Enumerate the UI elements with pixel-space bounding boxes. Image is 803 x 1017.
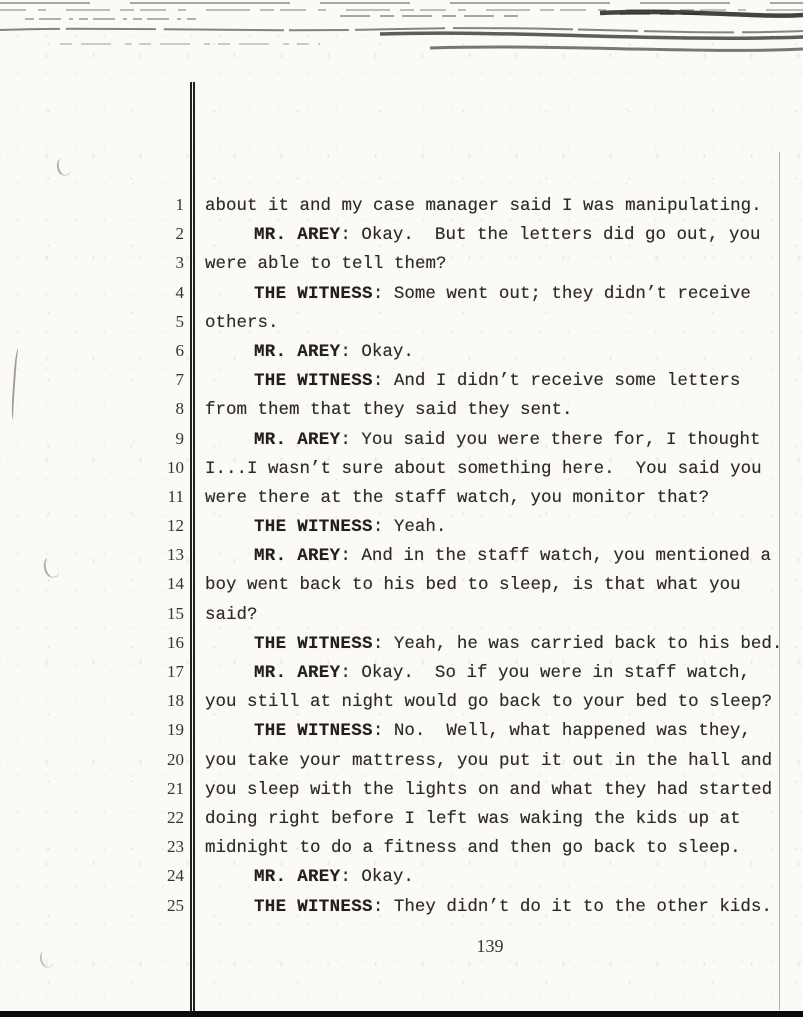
speaker-label: MR. AREY (254, 341, 341, 362)
speaker-label: MR. AREY (254, 429, 341, 450)
line-number: 4 (175, 282, 184, 302)
line-text (184, 484, 803, 513)
line-text (184, 280, 803, 309)
line-number: 13 (167, 545, 184, 565)
line-text (184, 659, 803, 688)
line-number: 14 (167, 574, 184, 594)
transcript-line (0, 628, 803, 657)
line-number: 9 (175, 428, 184, 448)
line-text-rest: : And in the staff watch, you mentioned a (340, 546, 771, 567)
line-text (184, 688, 803, 717)
line-text-rest: from them that they said they sent. (205, 400, 573, 421)
transcript-line (0, 278, 803, 307)
transcript-line (0, 248, 803, 277)
transcript-line (0, 686, 803, 715)
transcript-line (0, 482, 803, 511)
line-text-rest: you sleep with the lights on and what they had started (205, 779, 773, 800)
speaker-label: MR. AREY (254, 546, 341, 567)
speaker-label: THE WITNESS (254, 633, 373, 654)
line-number: 19 (167, 720, 184, 740)
pencil-smudge (38, 949, 55, 970)
line-text-rest: you take your mattress, you put it out in the hall and (205, 750, 773, 771)
transcript-line (0, 861, 803, 890)
line-number: 1 (175, 195, 184, 214)
transcript-line (0, 424, 803, 453)
line-text-rest: : Yeah. (372, 517, 447, 538)
speaker-label: MR. AREY (254, 225, 341, 246)
line-text (184, 426, 803, 455)
transcript-line (0, 219, 803, 248)
line-text (184, 630, 803, 659)
line-number: 25 (167, 895, 184, 915)
line-number: 15 (167, 603, 184, 623)
transcript-line (0, 832, 803, 861)
transcript-line (0, 307, 803, 336)
speaker-label: THE WITNESS (254, 371, 373, 392)
line-text (184, 192, 803, 221)
transcript-line (0, 891, 803, 920)
line-text (184, 250, 803, 279)
line-text-rest: about it and my case manager said I was manipulating. (205, 196, 762, 216)
transcript-line (0, 453, 803, 482)
speaker-label: THE WITNESS (254, 517, 373, 538)
line-text-rest: : Okay. So if you were in staff watch, (340, 663, 750, 683)
transcript-line (0, 190, 803, 219)
line-text-rest: doing right before I left was waking the kids up at (205, 808, 741, 829)
line-text (184, 805, 803, 834)
transcript-line (0, 394, 803, 423)
line-number: 3 (175, 253, 184, 273)
line-number: 10 (167, 457, 184, 477)
line-number: 8 (175, 399, 184, 419)
line-text-rest: : Some went out; they didn’t receive (372, 283, 751, 304)
line-text (184, 396, 803, 425)
line-text (184, 367, 803, 396)
line-text (184, 601, 803, 630)
line-text-rest: said? (205, 604, 258, 625)
line-number: 21 (167, 778, 184, 798)
line-text (184, 221, 803, 250)
line-text (184, 455, 803, 484)
line-text (184, 338, 803, 367)
line-text (184, 513, 803, 542)
line-number: 24 (167, 866, 184, 886)
speaker-label: THE WITNESS (254, 896, 373, 917)
transcript-line (0, 365, 803, 394)
transcript-line (0, 745, 803, 774)
line-text-rest: I...I wasn’t sure about something here. You said you (205, 458, 762, 479)
line-number: 6 (175, 340, 184, 360)
line-text-rest: : And I didn’t receive some letters (372, 371, 741, 392)
transcript-line (0, 657, 803, 686)
speaker-label: THE WITNESS (254, 283, 373, 304)
line-text-rest: : They didn’t do it to the other kids. (372, 896, 772, 917)
transcript-line (0, 774, 803, 803)
line-text-rest: : No. Well, what happened was they, (372, 721, 751, 742)
scan-noise-top (0, 0, 803, 60)
line-text-rest: : Okay. (340, 867, 414, 888)
transcript-line (0, 715, 803, 744)
line-number: 17 (167, 662, 184, 681)
line-number: 7 (175, 370, 184, 390)
line-number: 12 (167, 516, 184, 536)
transcript-line (0, 511, 803, 540)
line-number: 20 (167, 749, 184, 769)
scan-noise-bottom (0, 1011, 803, 1017)
transcript-line (0, 336, 803, 365)
transcript-line (0, 540, 803, 569)
transcript-line (0, 569, 803, 598)
line-number: 5 (175, 311, 184, 331)
line-text (184, 542, 803, 571)
line-text-rest: you still at night would go back to your bed to sleep? (205, 692, 773, 713)
line-text (184, 717, 803, 746)
line-text (184, 893, 803, 922)
transcript-body (0, 190, 803, 920)
transcript-line (0, 803, 803, 832)
line-number: 2 (175, 224, 184, 244)
line-text-rest: were able to tell them? (205, 254, 447, 275)
line-text-rest: others. (205, 312, 279, 333)
line-text (184, 863, 803, 892)
line-number: 16 (167, 632, 184, 652)
line-text-rest: : Okay. (340, 341, 414, 362)
line-number: 23 (167, 837, 184, 857)
line-text-rest: : Yeah, he was carried back to his bed. (372, 633, 783, 654)
speaker-label: THE WITNESS (254, 721, 373, 742)
line-text-rest: midnight to do a fitness and then go back to sleep. (205, 838, 741, 859)
line-text-rest: were there at the staff watch, you monitor that? (205, 487, 710, 508)
transcript-line (0, 599, 803, 628)
line-text (184, 309, 803, 338)
speaker-label: MR. AREY (254, 867, 341, 888)
pencil-smudge (55, 157, 72, 178)
line-number: 22 (167, 807, 184, 827)
line-text (184, 834, 803, 863)
speaker-label: MR. AREY (254, 663, 341, 683)
line-text (184, 571, 803, 600)
line-number: 18 (167, 691, 184, 711)
line-text-rest: boy went back to his bed to sleep, is that what you (205, 575, 741, 596)
line-text (184, 747, 803, 776)
line-number: 11 (167, 486, 184, 506)
line-text (184, 776, 803, 805)
line-text-rest: : You said you were there for, I thought (340, 429, 761, 450)
page-number: 139 (476, 936, 504, 956)
line-text-rest: : Okay. But the letters did go out, you (340, 225, 761, 246)
